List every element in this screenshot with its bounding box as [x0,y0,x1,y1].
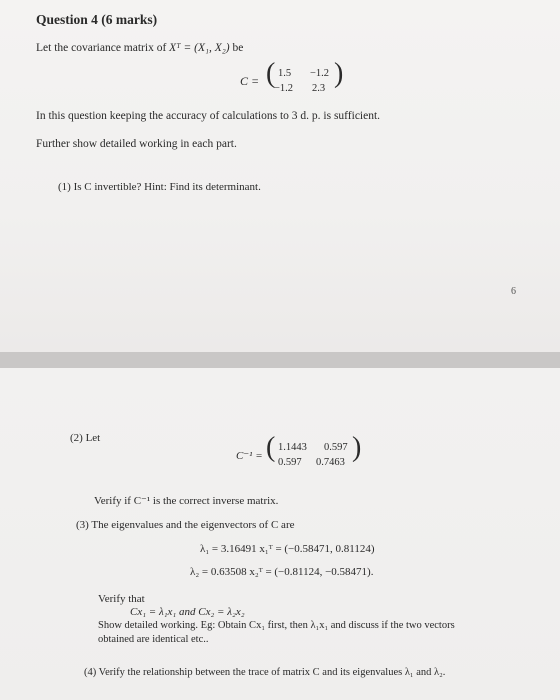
inv-matrix: ( 1.1443 0.597 0.597 0.7463 ) [266,432,362,468]
inv-a12: 0.597 [324,442,348,453]
inv-a22: 0.7463 [316,457,345,468]
cov-label: C = [240,74,260,88]
part-2-label: (2) Let [70,432,101,444]
page-separator [0,352,560,368]
inv-a11: 1.1443 [278,442,307,453]
verify-that: Verify that [98,593,145,605]
detail-line-1: Show detailed working. Eg: Obtain Cx₁ first, then λ₁x₁ and discuss if the two vectors [98,620,455,631]
part-3: (3) The eigenvalues and the eigenvectors of C are [76,519,295,531]
intro-prefix: Let the covariance matrix of [36,42,167,54]
verify-equations: Cx₁ = λ₁x₁ and Cx₂ = λ₂x₂ [130,606,245,618]
cov-matrix: ( 1.5 −1.2 −1.2 2.3 ) [266,58,344,94]
intro-formula: Xᵀ = (X₁, X₂) [169,42,230,54]
cov-a12: −1.2 [310,68,330,79]
eigen-pair-2: λ₂ = 0.63508 x₂ᵀ = (−0.81124, −0.58471). [190,566,374,578]
accuracy-note: In this question keeping the accuracy of calculations to 3 d. p. is sufficient. [36,110,381,122]
cov-a11: 1.5 [278,68,292,79]
part-4: (4) Verify the relationship between the trace of matrix C and its eigenvalues λ₁ and λ₂. [84,667,446,678]
intro-line [36,42,243,54]
verify-inverse: Verify if C⁻¹ is the correct inverse matrix. [94,495,279,507]
question-title: Question 4 (6 marks) [36,12,158,27]
detail-line-2: obtained are identical etc.. [98,634,209,645]
inv-a21: 0.597 [278,457,302,468]
page-2 [0,368,560,700]
cov-a21: −1.2 [274,83,294,94]
page-number: 6 [511,286,516,297]
working-note: Further show detailed working in each part. [36,138,237,150]
eigen-pair-1: λ₁ = 3.16491 x₁ᵀ = (−0.58471, 0.81124) [200,543,375,555]
inv-label: C⁻¹ = [236,450,263,462]
part-1: (1) Is C invertible? Hint: Find its determinant. [58,181,261,193]
intro-suffix: be [232,42,244,54]
cov-a22: 2.3 [312,83,326,94]
